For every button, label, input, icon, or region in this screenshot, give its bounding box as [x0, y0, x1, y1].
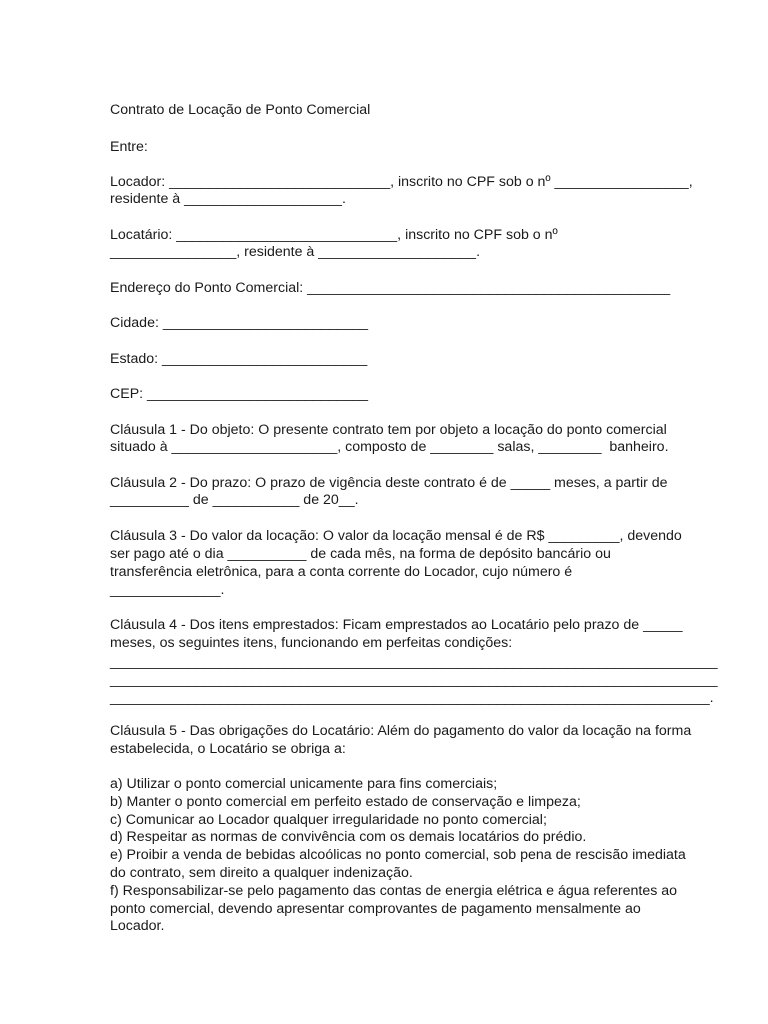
cep-line: CEP: ____________________________	[110, 386, 368, 402]
obligation-e-line-1: e) Proibir a venda de bebidas alcoólicas no ponto comercial, sob pena de rescisão imediata	[110, 847, 686, 863]
between-label: Entre:	[110, 139, 148, 155]
document-title: Contrato de Locação de Ponto Comercial	[110, 102, 371, 118]
obligation-e-line-2: do contrato, sem direito a qualquer indenização.	[110, 865, 413, 881]
clause3-line-3: transferência eletrônica, para a conta corrente do Locador, cujo número é	[110, 564, 573, 580]
city-line: Cidade: __________________________	[110, 315, 368, 331]
locatario-line-2: ________________, residente à ____________________.	[110, 244, 481, 260]
clause5-line-2: estabelecida, o Locatário se obriga a:	[110, 741, 346, 757]
obligation-f-line-2: ponto comercial, devendo apresentar comprovantes de pagamento mensalmente ao	[110, 901, 641, 917]
obligation-a: a) Utilizar o ponto comercial unicamente para fins comerciais;	[110, 776, 498, 792]
clause2-line-2: __________ de ___________ de 20__.	[110, 492, 359, 508]
clause3-line-1: Cláusula 3 - Do valor da locação: O valor da locação mensal é de R$ _________, devendo	[110, 528, 682, 544]
locador-line-2: residente à ____________________.	[110, 191, 346, 207]
clause2-line-1: Cláusula 2 - Do prazo: O prazo de vigência deste contrato é de _____ meses, a partir de	[110, 475, 668, 491]
clause4-blank-2: _____________________________________________________________________________	[110, 672, 718, 688]
clause4-line-1: Cláusula 4 - Dos itens emprestados: Ficam emprestados ao Locatário pelo prazo de _____	[110, 617, 683, 633]
clause5-line-1: Cláusula 5 - Das obrigações do Locatário: Além do pagamento do valor da locação na forma	[110, 723, 692, 739]
obligation-f-line-3: Locador.	[110, 918, 165, 934]
clause4-blank-1: _____________________________________________________________________________	[110, 654, 718, 670]
obligation-c: c) Comunicar ao Locador qualquer irregularidade no ponto comercial;	[110, 812, 547, 828]
clause1-line-1: Cláusula 1 - Do objeto: O presente contrato tem por objeto a locação do ponto comercial	[110, 422, 667, 438]
clause4-blank-3: ____________________________________________________________________________.	[110, 690, 714, 706]
clause4-line-2: meses, os seguintes itens, funcionando em perfeitas condições:	[110, 635, 513, 651]
locador-line-1: Locador: ____________________________, inscrito no CPF sob o nº _________________,	[110, 174, 693, 190]
address-line: Endereço do Ponto Comercial: ______________________________________________	[110, 280, 671, 296]
locatario-line-1: Locatário: ____________________________, inscrito no CPF sob o nº	[110, 227, 558, 243]
obligation-d: d) Respeitar as normas de convivência com os demais locatários do prédio.	[110, 829, 587, 845]
clause3-line-2: ser pago até o dia __________ de cada mês, na forma de depósito bancário ou	[110, 546, 611, 562]
obligation-b: b) Manter o ponto comercial em perfeito estado de conservação e limpeza;	[110, 794, 581, 810]
obligation-f-line-1: f) Responsabilizar-se pelo pagamento das contas de energia elétrica e água referentes ao	[110, 883, 678, 899]
clause1-line-2: situado à _____________________, composto de ________ salas, ________ banheiro.	[110, 439, 669, 455]
clause3-line-4: ______________.	[110, 582, 225, 598]
state-line: Estado: __________________________	[110, 351, 368, 367]
